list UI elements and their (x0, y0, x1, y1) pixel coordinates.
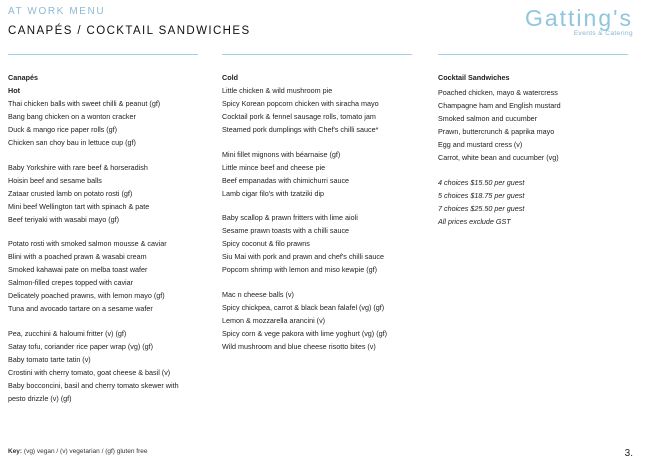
menu-group (8, 97, 208, 149)
menu-item: Poached chicken, mayo & watercress (438, 88, 558, 97)
menu-item: Smoked kahawai pate on melba toast wafer (8, 265, 148, 274)
key-text: (vg) vegan / (v) vegetarian / (gf) gluten free (23, 448, 148, 455)
canapes-hot-column (8, 71, 208, 405)
menu-item: Crostini with cherry tomato, goat cheese & basil (v) (8, 367, 171, 377)
menu-item: Little chicken & wild mushroom pie (222, 86, 333, 95)
menu-item: Baby tomato tarte tatin (v) (8, 354, 91, 364)
menu-item: Thai chicken balls with sweet chilli & peanut (gf) (8, 99, 161, 108)
page-number: 3. (624, 448, 633, 459)
key-label: Key: (8, 448, 23, 455)
menu-item: Steamed pork dumplings with Chef's chilli sauce* (222, 125, 379, 134)
column-heading: Cold (222, 73, 238, 82)
menu-item: Blini with a poached prawn & wasabi cream (8, 252, 147, 261)
menu-item: Baby scallop & prawn fritters with lime aioli (222, 213, 358, 222)
menu-group (222, 148, 422, 200)
brand-logo (525, 6, 633, 37)
menu-group (438, 86, 633, 164)
menu-item: Mac n cheese balls (v) (222, 289, 294, 299)
column-subheading: Hot (8, 86, 20, 95)
price-line: 5 choices $18.75 per guest (438, 190, 525, 200)
menu-group (8, 237, 208, 315)
menu-item: Carrot, white bean and cucumber (vg) (438, 153, 559, 162)
divider-col3 (438, 54, 628, 55)
divider-col2 (222, 54, 412, 55)
menu-item: Little mince beef and cheese pie (222, 162, 326, 172)
menu-item: Beef empanadas with chimichurri sauce (222, 175, 350, 185)
menu-item: Lemon & mozzarella arancini (v) (222, 315, 326, 325)
menu-group (8, 161, 208, 226)
column-heading: Canapés (8, 73, 38, 82)
menu-item: Smoked salmon and cucumber (438, 114, 538, 123)
column-heading: Cocktail Sandwiches (438, 73, 510, 82)
menu-supertitle: AT WORK MENU (8, 6, 106, 17)
menu-item: Chicken san choy bau in lettuce cup (gf) (8, 138, 136, 147)
menu-item: Pea, zucchini & haloumi fritter (v) (gf) (8, 328, 127, 338)
menu-item: Potato rosti with smoked salmon mousse & caviar (8, 239, 167, 248)
menu-item: Cocktail pork & fennel sausage rolls, tomato jam (222, 112, 376, 121)
menu-item: Lamb cigar filo's with tzatziki dip (222, 188, 325, 198)
menu-item: Bang bang chicken on a wonton cracker (8, 112, 136, 121)
menu-item: Baby Yorkshire with rare beef & horseradish (8, 162, 148, 172)
price-line: 4 choices $15.50 per guest (438, 177, 525, 187)
menu-item: Spicy corn & vege pakora with lime yoghurt (vg) (gf) (222, 328, 387, 338)
brand-name: Gatting's (524, 5, 633, 31)
menu-item: Champagne ham and English mustard (438, 101, 561, 110)
dietary-key (8, 448, 147, 455)
menu-item: Mini fillet mignons with béarnaise (gf) (222, 149, 341, 159)
menu-item: Spicy chickpea, carrot & black bean falafel (vg) (gf) (222, 302, 385, 312)
page-title: CANAPÉS / COCKTAIL SANDWICHES (8, 25, 251, 37)
canapes-cold-column (222, 71, 422, 353)
menu-group (222, 84, 422, 136)
menu-group (222, 288, 422, 353)
menu-item: Duck & mango rice paper rolls (gf) (8, 125, 118, 134)
price-line: 7 choices $25.50 per guest (438, 203, 525, 213)
brand-subtitle: Events & Catering (573, 30, 633, 37)
menu-item: Spicy Korean popcorn chicken with siracha mayo (222, 99, 379, 108)
menu-group (8, 327, 208, 405)
menu-item: Zataar crusted lamb on potato rosti (gf) (8, 188, 133, 198)
menu-item: Sesame prawn toasts with a chilli sauce (222, 226, 350, 235)
menu-item: Prawn, buttercrunch & paprika mayo (438, 127, 555, 136)
menu-item: Salmon-filled crepes topped with caviar (8, 278, 134, 287)
menu-item: Satay tofu, coriander rice paper wrap (vg) (gf) (8, 341, 154, 351)
pricing-group (438, 176, 633, 228)
menu-item: Baby bocconcini, basil and cherry tomato skewer with pesto drizzle (v) (gf) (8, 380, 179, 403)
menu-item: Beef teriyaki with wasabi mayo (gf) (8, 214, 120, 224)
menu-item: Delicately poached prawns, with lemon mayo (gf) (8, 291, 165, 300)
divider-col1 (8, 54, 198, 55)
menu-item: Spicy coconut & filo prawns (222, 239, 310, 248)
menu-item: Hoisin beef and sesame balls (8, 175, 102, 185)
menu-item: Tuna and avocado tartare on a sesame wafer (8, 304, 153, 313)
menu-item: Popcorn shrimp with lemon and miso kewpie (gf) (222, 265, 377, 274)
menu-item: Wild mushroom and blue cheese risotto bites (v) (222, 341, 376, 351)
menu-item: Egg and mustard cress (v) (438, 140, 523, 149)
menu-group (222, 211, 422, 276)
cocktail-sandwiches-column (438, 71, 633, 228)
price-note: All prices exclude GST (438, 216, 511, 226)
menu-item: Siu Mai with pork and prawn and chef's chilli sauce (222, 252, 384, 261)
menu-item: Mini beef Wellington tart with spinach & pate (8, 201, 150, 211)
